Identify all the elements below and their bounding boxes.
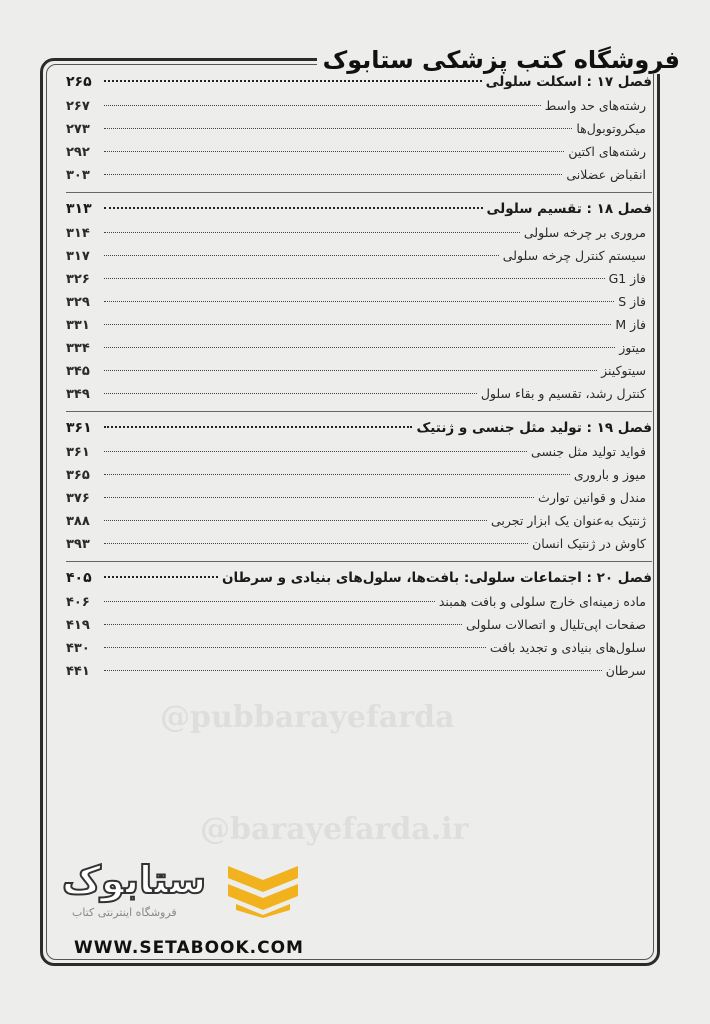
entry-title: میتوز [619, 340, 646, 355]
toc-entry[interactable] [66, 313, 652, 336]
chapter-title: فصل ۱۸ : تقسیم سلولی [486, 201, 652, 217]
dot-leader [104, 128, 572, 129]
toc-entry[interactable] [66, 382, 652, 405]
dot-leader [104, 151, 564, 152]
dot-leader [104, 174, 562, 175]
chapter-title: فصل ۱۷ : اسکلت سلولی [485, 74, 652, 90]
entry-page-number: ۳۷۶ [66, 491, 90, 506]
entry-page-number: ۳۶۱ [66, 445, 90, 460]
entry-page-number: ۳۴۹ [66, 387, 90, 402]
toc-entry[interactable] [66, 509, 652, 532]
entry-title: انقباض عضلانی [566, 167, 646, 182]
toc-entry[interactable] [66, 590, 652, 613]
dot-leader [104, 370, 597, 371]
entry-page-number: ۳۳۴ [66, 341, 90, 356]
dot-leader [104, 278, 605, 279]
entry-page-number: ۴۱۹ [66, 618, 90, 633]
entry-page-number: ۴۰۶ [66, 595, 90, 610]
entry-title: ژنتیک به‌عنوان یک ابزار تجربی [490, 513, 646, 528]
entry-page-number: ۲۶۷ [66, 99, 90, 114]
entry-page-number: ۳۸۸ [66, 514, 90, 529]
toc-entry[interactable] [66, 440, 652, 463]
chapter-divider [66, 186, 652, 193]
dot-leader [104, 232, 520, 233]
dot-leader [104, 474, 570, 475]
chapter-page-number: ۴۰۵ [66, 570, 92, 586]
toc-entry[interactable] [66, 140, 652, 163]
toc-entry[interactable] [66, 117, 652, 140]
toc-entry[interactable] [66, 659, 652, 682]
toc-entry[interactable] [66, 94, 652, 117]
entry-title: رشته‌های اکتین [568, 144, 646, 159]
dot-leader [104, 105, 541, 106]
toc-entry[interactable] [66, 636, 652, 659]
chapter-page-number: ۳۶۱ [66, 420, 92, 436]
entry-title: سلول‌های بنیادی و تجدید بافت [489, 640, 646, 655]
entry-title: فاز G1 [608, 271, 646, 286]
entry-title: ماده زمینه‌ای خارج سلولی و بافت همبند [438, 594, 646, 609]
entry-page-number: ۳۱۷ [66, 249, 90, 264]
store-title: فروشگاه کتب پزشکی ستابوک [317, 46, 686, 74]
entry-title: فاز M [615, 317, 646, 332]
setabook-logo-icon [226, 864, 300, 918]
telegram-watermark: @pubbarayefarda [160, 700, 455, 735]
dot-leader [104, 255, 499, 256]
dot-leader [104, 324, 611, 325]
entry-page-number: ۳۲۹ [66, 295, 90, 310]
dot-leader [104, 670, 602, 671]
dot-leader [104, 497, 534, 498]
entry-page-number: ۳۶۵ [66, 468, 90, 483]
entry-title: میوز و باروری [573, 467, 646, 482]
entry-page-number: ۳۴۵ [66, 364, 90, 379]
setabook-logo-text: ستابوک [62, 858, 207, 902]
entry-title: صفحات اپی‌تلیال و اتصالات سلولی [466, 617, 646, 632]
entry-page-number: ۳۳۱ [66, 318, 90, 333]
toc-entry[interactable] [66, 163, 652, 186]
dot-leader [104, 543, 528, 544]
toc-entry[interactable] [66, 359, 652, 382]
toc-entry[interactable] [66, 244, 652, 267]
entry-page-number: ۴۳۰ [66, 641, 90, 656]
entry-page-number: ۲۷۳ [66, 122, 90, 137]
chapter-page-number: ۳۱۳ [66, 201, 92, 217]
chapter-divider [66, 405, 652, 412]
dot-leader [104, 301, 614, 302]
chapter-title: فصل ۱۹ : تولید مثل جنسی و ژنتیک [416, 420, 652, 436]
chapter-row[interactable] [66, 416, 652, 440]
entry-page-number: ۳۱۴ [66, 226, 90, 241]
toc-entry[interactable] [66, 486, 652, 509]
entry-title: کاوش در ژنتیک انسان [532, 536, 646, 551]
setabook-logo-tagline: فروشگاه اینترنتی کتاب [72, 906, 177, 919]
table-of-contents [66, 70, 652, 682]
dot-leader [104, 80, 482, 82]
entry-page-number: ۲۹۲ [66, 145, 90, 160]
chapter-divider [66, 555, 652, 562]
entry-page-number: ۳۲۶ [66, 272, 90, 287]
site-watermark: @barayefarda.ir [200, 812, 469, 847]
dot-leader [104, 451, 527, 452]
entry-title: فواید تولید مثل جنسی [531, 444, 646, 459]
toc-entry[interactable] [66, 532, 652, 555]
dot-leader [104, 576, 218, 578]
entry-title: میکروتوبول‌ها [576, 121, 646, 136]
entry-title: مروری بر چرخه سلولی [523, 225, 646, 240]
dot-leader [104, 520, 487, 521]
dot-leader [104, 347, 615, 348]
dot-leader [104, 426, 412, 428]
entry-title: سرطان [605, 663, 646, 678]
dot-leader [104, 393, 477, 394]
chapter-title: فصل ۲۰ : اجتماعات سلولی: بافت‌ها، سلول‌های بنیادی و سرطان [221, 570, 652, 586]
dot-leader [104, 647, 486, 648]
entry-title: کنترل رشد، تقسیم و بقاء سلول [480, 386, 646, 401]
entry-title: سیتوکینز [601, 363, 646, 378]
dot-leader [104, 207, 483, 209]
toc-entry[interactable] [66, 290, 652, 313]
chapter-row[interactable] [66, 566, 652, 590]
entry-title: مندل و قوانین توارث [538, 490, 646, 505]
entry-title: سیستم کنترل چرخه سلولی [502, 248, 646, 263]
toc-entry[interactable] [66, 613, 652, 636]
entry-title: فاز S [618, 294, 646, 309]
toc-entry[interactable] [66, 336, 652, 359]
chapter-page-number: ۲۶۵ [66, 74, 92, 90]
entry-page-number: ۳۹۳ [66, 537, 90, 552]
toc-entry[interactable] [66, 463, 652, 486]
dot-leader [104, 624, 462, 625]
website-url[interactable]: WWW.SETABOOK.COM [70, 938, 308, 958]
entry-page-number: ۳۰۳ [66, 168, 90, 183]
dot-leader [104, 601, 435, 602]
entry-page-number: ۴۴۱ [66, 664, 90, 679]
chapter-row[interactable] [66, 197, 652, 221]
toc-entry[interactable] [66, 221, 652, 244]
entry-title: رشته‌های حد واسط [544, 98, 646, 113]
toc-entry[interactable] [66, 267, 652, 290]
